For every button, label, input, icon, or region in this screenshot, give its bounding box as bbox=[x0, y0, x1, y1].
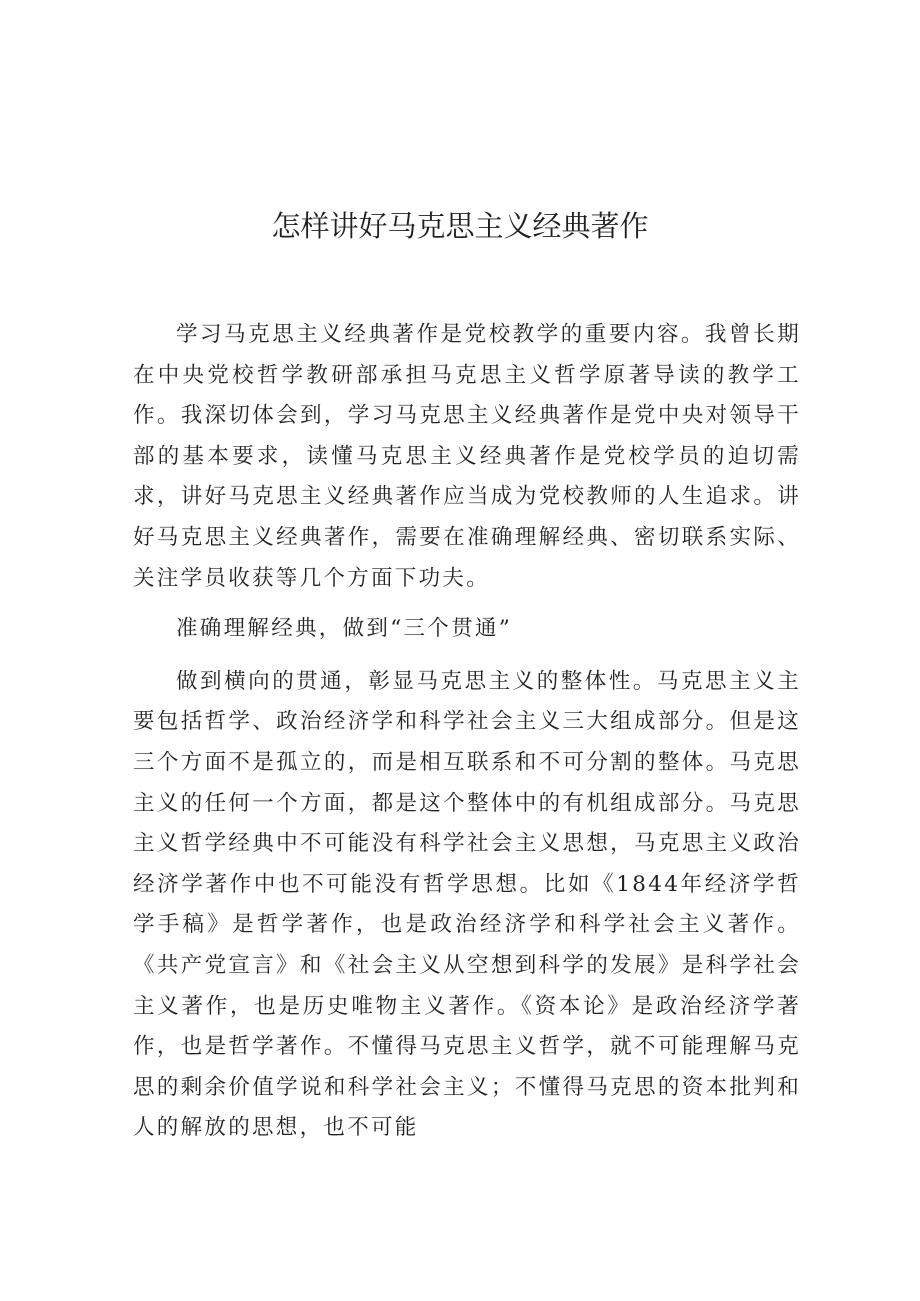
section-heading: 准确理解经典，做到“三个贯通” bbox=[176, 616, 512, 642]
document-title: 怎样讲好马克思主义经典著作 bbox=[271, 209, 649, 243]
intro-paragraph: 学习马克思主义经典著作是党校教学的重要内容。我曾长期在中央党校哲学教研部承担马克思主义哲学原著导读的教学工作。我深切体会到，学习马克思主义经典著作是党中央对领导干部的基本要求，读懂马克思主义经典著作是党校学员的迫切需求，讲好马克思主义经典著作应当成为党校教师的人生追求。讲好马克思主义经典著作，需要在准确理解经典、密切联系实际、关注学员收获等几个方面下功夫。 bbox=[133, 322, 801, 591]
body-paragraph: 做到横向的贯通，彰显马克思主义的整体性。马克思主义主要包括哲学、政治经济学和科学社会主义三大组成部分。但是这三个方面不是孤立的，而是相互联系和不可分割的整体。马克思主义的任何一个方面，都是这个整体中的有机组成部分。马克思主义哲学经典中不可能没有科学社会主义思想，马克思主义政治经济学著作中也不可能没有哲学思想。比如《1844年经济学哲学手稿》是哲学著作，也是政治经济学和科学社会主义著作。《共产党宣言》和《社会主义从空想到科学的发展》是科学社会主义著作，也是历史唯物主义著作。《资本论》是政治经济学著作，也是哲学著作。不懂得马克思主义哲学，就不可能理解马克思的剩余价值学说和科学社会主义；不懂得马克思的资本批判和人的解放的思想，也不可能 bbox=[133, 668, 801, 1141]
document-body bbox=[133, 315, 801, 1149]
